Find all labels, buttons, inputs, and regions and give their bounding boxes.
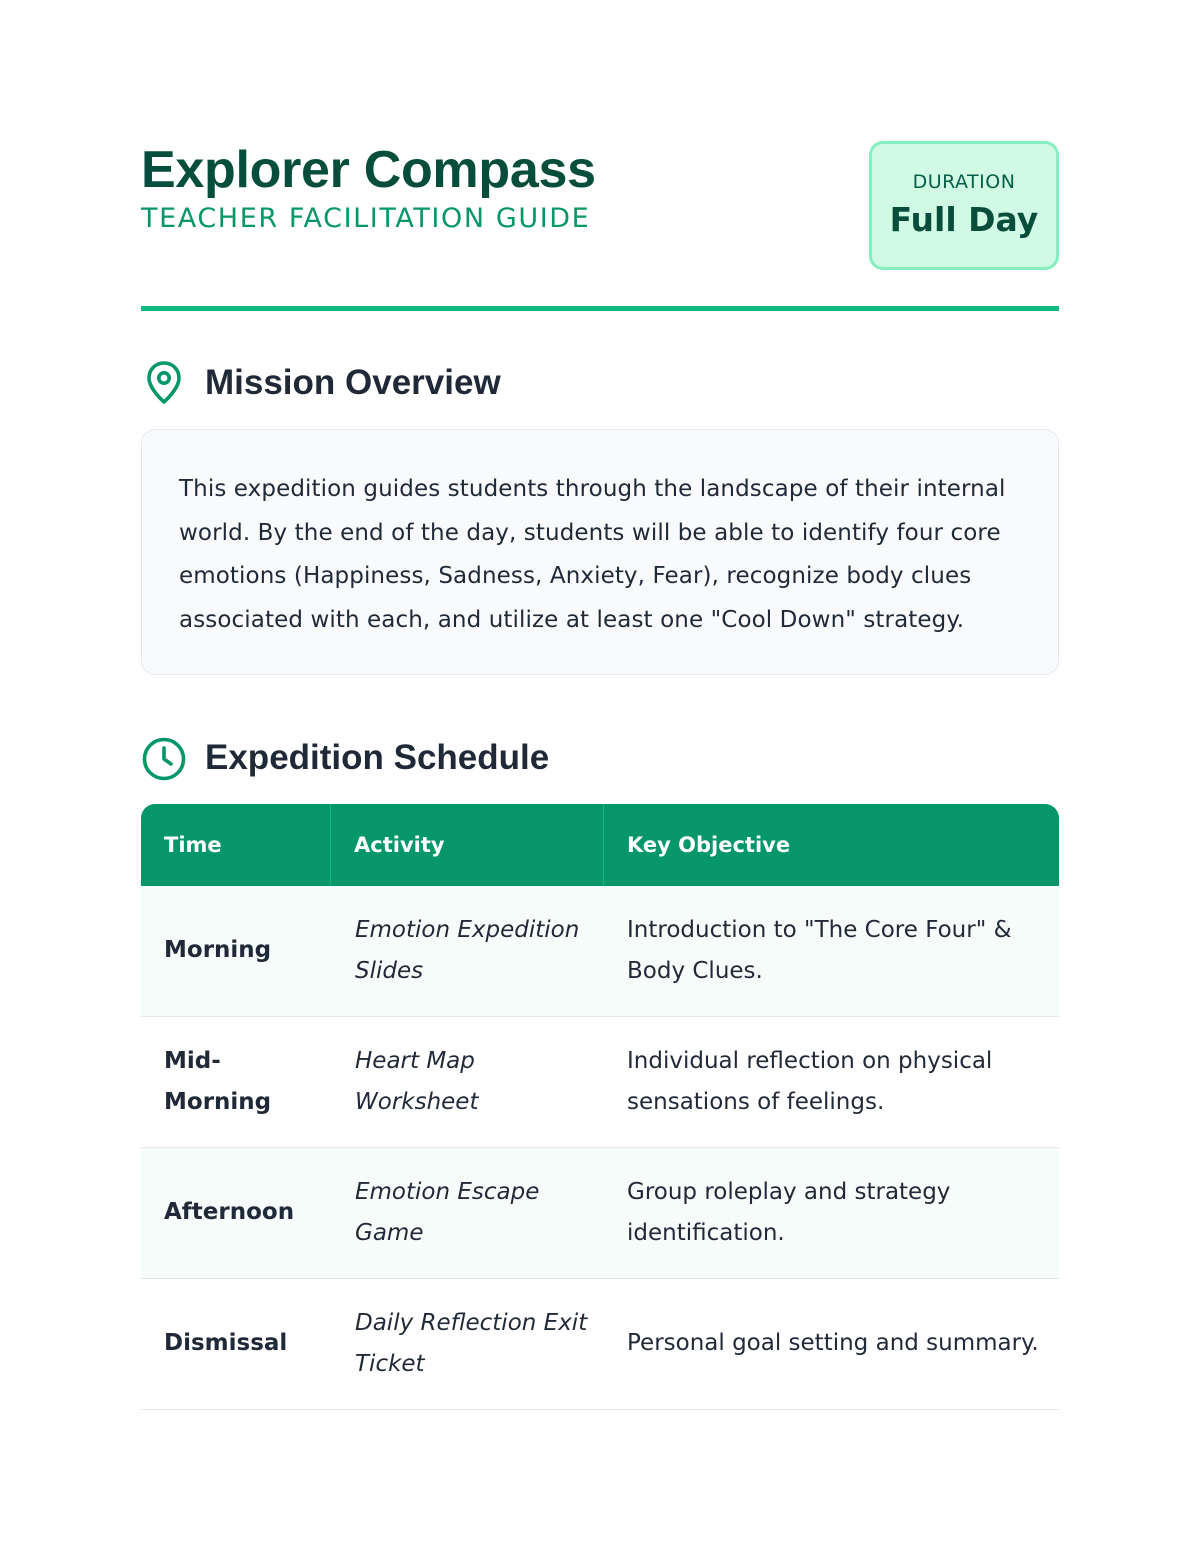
page-subtitle: TEACHER FACILITATION GUIDE [141,203,591,234]
cell-time: Morning [164,937,272,963]
section-title: Expedition Schedule [205,738,550,777]
cell-objective: Individual reflection on physical sensations of feelings. [627,1047,993,1115]
header-divider [141,306,1059,311]
cell-time: Mid-Morning [164,1047,272,1115]
duration-badge [869,141,1059,270]
table-row [141,1148,1059,1279]
map-pin-icon [141,360,187,406]
cell-objective: Group roleplay and strategy identification. [627,1178,951,1246]
schedule-table [141,804,1059,1410]
cell-time: Dismissal [164,1330,288,1356]
cell-activity: Emotion Expedition Slides [355,916,580,984]
table-header [141,804,1059,886]
column-header-objective: Key Objective [603,804,1059,886]
table-row [141,886,1059,1017]
clock-icon [141,735,187,781]
column-header-time: Time [164,833,222,857]
cell-objective: Introduction to "The Core Four" & Body Clues. [627,916,1012,984]
mission-overview-text: This expedition guides students through the landscape of their internal world. By the end of the day, students will be able to identify four core emotions (Happiness, Sadness, Anxiety, Fear), recognize body clues associated with each, and utilize at least one "Cool Down" strategy. [179,476,1006,633]
mission-overview-box [141,429,1059,675]
cell-activity: Emotion Escape Game [355,1178,540,1246]
cell-activity: Daily Reflection Exit Ticket [355,1309,588,1377]
cell-time: Afternoon [164,1199,295,1225]
column-header-activity: Activity [330,804,603,886]
cell-objective: Personal goal setting and summary. [627,1330,1039,1356]
cell-activity: Heart Map Worksheet [355,1047,479,1115]
mission-overview-heading [141,358,1059,408]
expedition-schedule-heading [141,733,1059,783]
page-title: Explorer Compass [141,141,596,199]
duration-value: Full Day [889,200,1039,239]
table-row [141,1017,1059,1148]
duration-label: DURATION [912,171,1016,193]
section-title: Mission Overview [205,363,501,402]
page-header [141,140,1059,272]
table-row [141,1279,1059,1410]
